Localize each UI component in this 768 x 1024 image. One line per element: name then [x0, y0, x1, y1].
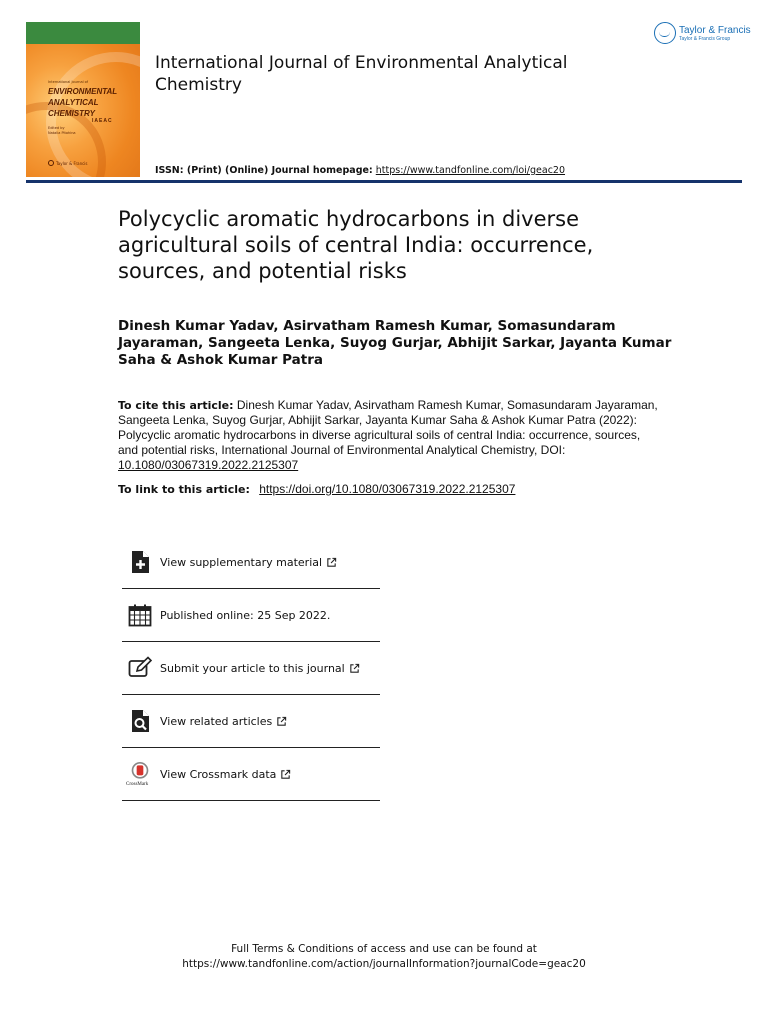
crossmark-icon: [128, 762, 152, 786]
submit-article-link[interactable]: [122, 642, 380, 695]
terms-footer: [0, 942, 768, 972]
header-divider: [26, 180, 742, 183]
cover-edited-label: Edited by: [48, 126, 65, 130]
cover-publisher-logo: [48, 160, 88, 166]
cover-title: [48, 86, 117, 119]
cover-title-line: ANALYTICAL: [48, 98, 99, 107]
cover-editor-name: Natalia Pitohina: [48, 131, 76, 135]
article-doi-link[interactable]: https://doi.org/10.1080/03067319.2022.2125307: [259, 482, 516, 496]
cover-small-text: International Journal of: [48, 80, 89, 84]
cover-publisher-icon: [48, 160, 54, 166]
citation-text: Dinesh Kumar Yadav, Asirvatham Ramesh Kumar, Somasundaram Jayaraman, Sangeeta Lenka, Suyog Gurjar, Abhijit Sarkar, Jayanta Kumar Saha & Ashok Kumar Patra (2022): Polycyclic aromatic hydrocarbons in diverse agricultural soils of central India: occurrence, sources, and potential risks, International Journal of Environmental Analytical Chemistry, DOI:: [118, 398, 658, 457]
view-supplementary-material-link[interactable]: [122, 536, 380, 589]
citation-doi-link[interactable]: 10.1080/03067319.2022.2125307: [118, 458, 299, 472]
terms-footer-text: Full Terms & Conditions of access and use can be found at: [231, 943, 537, 955]
cover-publisher-name: Taylor & Francis: [56, 160, 88, 166]
crossmark-label: View Crossmark data: [160, 767, 277, 781]
submit-article-label: Submit your article to this journal: [160, 661, 345, 675]
view-crossmark-data-link[interactable]: [122, 748, 380, 801]
related-articles-search-icon: [128, 709, 152, 733]
cover-editor: [48, 126, 76, 136]
cover-society: IAEAC: [92, 118, 113, 124]
view-related-articles-link[interactable]: [122, 695, 380, 748]
external-link-icon: [280, 769, 291, 780]
journal-cover-image: [26, 22, 140, 177]
crossmark-caption: CrossMark: [126, 782, 149, 787]
publisher-name: Taylor & Francis: [679, 24, 751, 36]
external-link-icon: [326, 557, 337, 568]
issn-label: ISSN: (Print) (Online) Journal homepage:: [155, 165, 373, 176]
published-online-label: Published online: 25 Sep 2022.: [160, 608, 331, 622]
published-online-info: [122, 589, 380, 642]
cover-title-line: ENVIRONMENTAL: [48, 87, 118, 96]
cover-title-line: CHEMISTRY: [48, 109, 95, 118]
taylor-francis-logo[interactable]: [654, 22, 751, 44]
supplementary-label: View supplementary material: [160, 555, 323, 569]
article-link-label: To link to this article:: [118, 483, 250, 496]
terms-footer-url[interactable]: https://www.tandfonline.com/action/journalInformation?journalCode=geac20: [182, 958, 586, 970]
issn-line: [155, 165, 565, 176]
article-title: Polycyclic aromatic hydrocarbons in diverse agricultural soils of central India: occurrence, sources, and potential risks: [118, 207, 594, 283]
citation-block: [118, 398, 658, 473]
article-link-line: [118, 482, 678, 496]
journal-homepage-link[interactable]: https://www.tandfonline.com/loi/geac20: [375, 165, 566, 176]
taylor-francis-logo-icon: [654, 22, 676, 44]
citation-label: To cite this article:: [118, 399, 234, 412]
related-articles-label: View related articles: [160, 714, 273, 728]
article-authors: Dinesh Kumar Yadav, Asirvatham Ramesh Kumar, Somasundaram Jayaraman, Sangeeta Lenka, Suyog Gurjar, Abhijit Sarkar, Jayanta Kumar Saha & Ashok Kumar Patra: [118, 318, 672, 368]
calendar-icon: [128, 603, 152, 627]
journal-name: International Journal of Environmental Analytical Chemistry: [155, 53, 568, 95]
cover-top-band: [26, 22, 140, 44]
external-link-icon: [276, 716, 287, 727]
publisher-group: Taylor & Francis Group: [679, 35, 731, 42]
external-link-icon: [349, 663, 360, 674]
edit-pencil-icon: [128, 656, 152, 680]
article-actions-list: [122, 536, 380, 801]
supplementary-file-icon: [128, 550, 152, 574]
